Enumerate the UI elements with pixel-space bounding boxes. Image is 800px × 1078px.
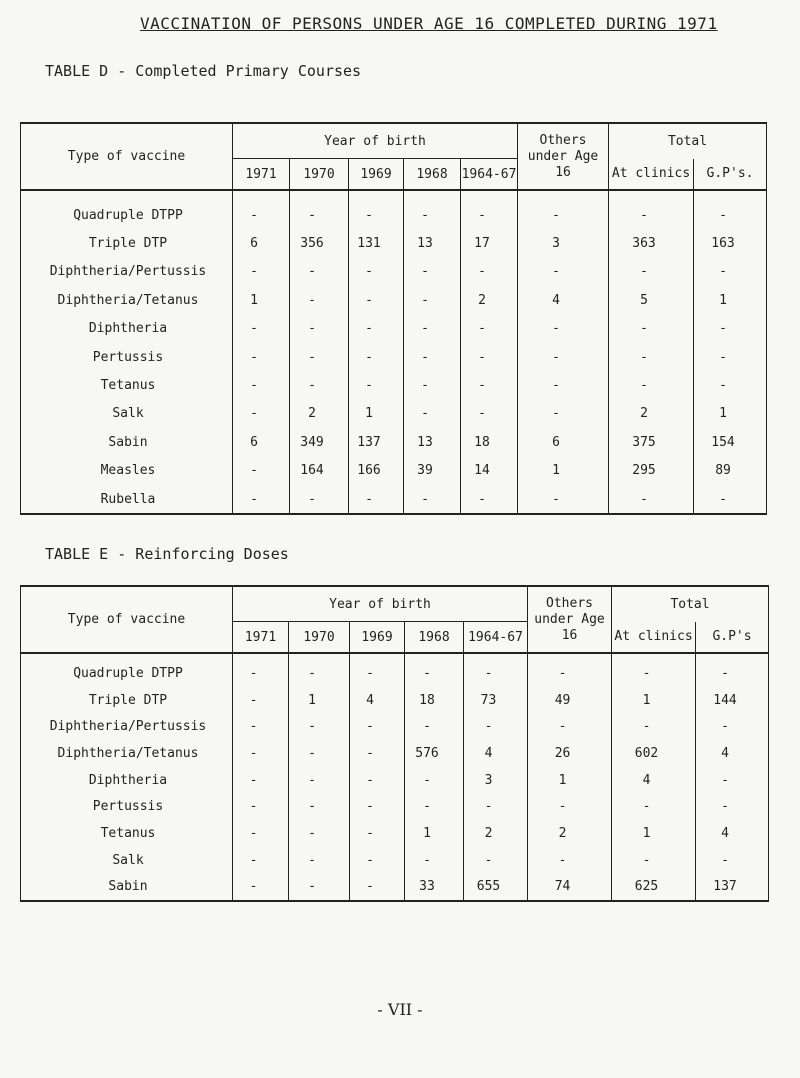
table-cell: - [609, 485, 694, 514]
vaccine-name: Diphtheria [88, 772, 168, 788]
table-row [21, 428, 767, 456]
header-year: 1968 [405, 622, 464, 654]
header-year: 1971 [233, 622, 289, 654]
table-cell: - [461, 315, 518, 343]
table-cell: - [464, 793, 528, 820]
header-at-clinics: At clinics [609, 159, 694, 191]
table-cell: 375 [609, 428, 694, 456]
header-total: Total [612, 586, 769, 622]
table-cell: - [461, 485, 518, 514]
table-cell: - [612, 793, 696, 820]
table-cell: 18 [461, 428, 518, 456]
table-cell: 73 [464, 687, 528, 714]
table-cell: 2 [528, 820, 612, 847]
table-cell: - [405, 847, 464, 874]
table-cell: - [289, 793, 350, 820]
table-cell: 3 [518, 229, 609, 257]
table-cell: - [528, 847, 612, 874]
table-row [21, 258, 767, 286]
table-cell: 39 [404, 457, 461, 485]
table-cell: 6 [518, 428, 609, 456]
table-cell: - [528, 793, 612, 820]
table-cell: - [609, 258, 694, 286]
table-cell: - [609, 371, 694, 399]
table-e [20, 585, 769, 902]
table-cell: - [349, 286, 404, 314]
table-cell: 6 [233, 428, 290, 456]
table-cell: 26 [528, 740, 612, 767]
table-cell: 18 [405, 687, 464, 714]
table-cell: 2 [464, 820, 528, 847]
table-cell: - [233, 485, 290, 514]
vaccine-name: Salk [112, 406, 144, 422]
table-cell: - [464, 847, 528, 874]
table-cell: - [404, 371, 461, 399]
table-cell: - [461, 400, 518, 428]
table-cell: - [350, 874, 405, 902]
vaccine-name: Sabin [108, 879, 148, 895]
table-cell: - [350, 653, 405, 687]
table-cell: - [694, 315, 767, 343]
table-cell: - [350, 713, 405, 740]
table-cell: - [290, 485, 349, 514]
table-cell: 164 [290, 457, 349, 485]
vaccine-name: Diphtheria [88, 321, 168, 337]
table-cell: 1 [289, 687, 350, 714]
header-year: 1969 [349, 159, 404, 191]
table-cell: - [233, 847, 289, 874]
header-year-of-birth: Year of birth [233, 586, 528, 622]
table-cell: - [233, 740, 289, 767]
table-cell: - [290, 343, 349, 371]
table-row [21, 485, 767, 514]
table-cell: 3 [464, 767, 528, 794]
table-cell: - [696, 713, 769, 740]
table-cell: - [404, 190, 461, 229]
header-gps: G.P's [696, 622, 769, 654]
table-cell: - [404, 343, 461, 371]
table-cell: - [349, 485, 404, 514]
header-gps: G.P's. [694, 159, 767, 191]
table-cell: - [461, 258, 518, 286]
table-cell: - [696, 793, 769, 820]
vaccine-name: Pertussis [92, 799, 164, 815]
table-d [20, 122, 767, 515]
table-cell: 2 [609, 400, 694, 428]
table-cell: - [518, 371, 609, 399]
table-row [21, 767, 769, 794]
table-cell: - [404, 286, 461, 314]
table-cell: - [233, 343, 290, 371]
table-cell: - [290, 258, 349, 286]
table-cell: - [518, 190, 609, 229]
table-cell: 89 [694, 457, 767, 485]
table-cell: 49 [528, 687, 612, 714]
table-cell: 13 [404, 229, 461, 257]
table-cell: 625 [612, 874, 696, 902]
table-cell: - [233, 687, 289, 714]
table-cell: 1 [518, 457, 609, 485]
table-cell: - [612, 847, 696, 874]
table-cell: - [461, 343, 518, 371]
table-cell: - [350, 740, 405, 767]
table-cell: - [233, 767, 289, 794]
table-cell: - [612, 713, 696, 740]
table-cell: - [518, 485, 609, 514]
vaccine-name: Pertussis [92, 349, 164, 365]
table-cell: 154 [694, 428, 767, 456]
table-cell: - [694, 485, 767, 514]
table-cell: - [290, 315, 349, 343]
table-cell: - [233, 190, 290, 229]
table-cell: 363 [609, 229, 694, 257]
vaccine-name: Salk [112, 852, 144, 868]
table-row [21, 847, 769, 874]
vaccine-name: Rubella [100, 491, 156, 507]
header-year: 1970 [290, 159, 349, 191]
table-cell: - [405, 653, 464, 687]
table-cell: - [404, 258, 461, 286]
table-row [21, 687, 769, 714]
table-cell: - [350, 793, 405, 820]
table-cell: 137 [696, 874, 769, 902]
header-at-clinics: At clinics [612, 622, 696, 654]
table-cell: 17 [461, 229, 518, 257]
table-cell: 2 [290, 400, 349, 428]
vaccine-name: Triple DTP [88, 236, 168, 252]
header-others: Others under Age 16 [528, 586, 612, 653]
table-cell: - [233, 874, 289, 902]
table-cell: - [694, 371, 767, 399]
table-row [21, 400, 767, 428]
table-cell: - [528, 713, 612, 740]
table-cell: 4 [518, 286, 609, 314]
table-cell: 137 [349, 428, 404, 456]
table-cell: - [518, 343, 609, 371]
table-cell: 14 [461, 457, 518, 485]
table-cell: 349 [290, 428, 349, 456]
table-cell: - [349, 315, 404, 343]
table-cell: 1 [612, 820, 696, 847]
vaccine-name: Quadruple DTPP [73, 665, 183, 681]
vaccine-name: Sabin [108, 434, 148, 450]
table-cell: - [233, 400, 290, 428]
table-cell: - [404, 400, 461, 428]
header-year: 1969 [350, 622, 405, 654]
table-cell: - [289, 767, 350, 794]
table-d-caption: TABLE D - Completed Primary Courses [45, 62, 362, 80]
table-row [21, 371, 767, 399]
table-cell: - [350, 847, 405, 874]
table-cell: 1 [612, 687, 696, 714]
table-row [21, 190, 767, 229]
table-cell: 2 [461, 286, 518, 314]
table-cell: - [464, 713, 528, 740]
table-cell: - [609, 343, 694, 371]
table-cell: - [694, 343, 767, 371]
table-cell: - [461, 190, 518, 229]
table-row [21, 740, 769, 767]
table-cell: - [233, 371, 290, 399]
table-cell: 13 [404, 428, 461, 456]
table-row [21, 315, 767, 343]
page-number: - VII - [377, 1000, 423, 1019]
table-row [21, 653, 769, 687]
table-row [21, 874, 769, 902]
table-cell: 1 [694, 286, 767, 314]
table-cell: - [289, 653, 350, 687]
table-cell: 4 [464, 740, 528, 767]
table-row [21, 713, 769, 740]
table-cell: - [349, 258, 404, 286]
table-cell: - [349, 371, 404, 399]
vaccine-name: Diphtheria/Pertussis [49, 264, 207, 280]
table-cell: 576 [405, 740, 464, 767]
table-cell: - [349, 190, 404, 229]
header-year-of-birth: Year of birth [233, 123, 518, 159]
header-year: 1970 [289, 622, 350, 654]
table-cell: - [518, 400, 609, 428]
table-cell: - [350, 767, 405, 794]
table-cell: - [405, 767, 464, 794]
table-cell: 4 [696, 740, 769, 767]
header-type: Type of vaccine [21, 586, 233, 653]
table-cell: - [290, 190, 349, 229]
table-cell: - [233, 315, 290, 343]
table-cell: - [518, 315, 609, 343]
table-cell: - [694, 190, 767, 229]
table-cell: - [233, 653, 289, 687]
table-cell: - [528, 653, 612, 687]
table-cell: 33 [405, 874, 464, 902]
table-cell: - [289, 820, 350, 847]
table-cell: - [696, 653, 769, 687]
vaccine-name: Triple DTP [88, 692, 168, 708]
vaccine-name: Diphtheria/Pertussis [49, 719, 207, 735]
table-cell: - [404, 315, 461, 343]
table-cell: - [290, 286, 349, 314]
table-cell: 144 [696, 687, 769, 714]
table-cell: 163 [694, 229, 767, 257]
vaccine-name: Diphtheria/Tetanus [57, 292, 199, 308]
table-cell: - [233, 258, 290, 286]
table-cell: 1 [233, 286, 290, 314]
table-row [21, 343, 767, 371]
table-row [21, 820, 769, 847]
table-cell: - [404, 485, 461, 514]
table-cell: - [290, 371, 349, 399]
table-cell: - [349, 343, 404, 371]
header-year: 1968 [404, 159, 461, 191]
table-cell: 1 [528, 767, 612, 794]
header-year: 1971 [233, 159, 290, 191]
vaccine-name: Tetanus [100, 378, 156, 394]
table-cell: 1 [349, 400, 404, 428]
table-cell: 602 [612, 740, 696, 767]
table-cell: - [609, 315, 694, 343]
table-cell: 4 [696, 820, 769, 847]
table-cell: 131 [349, 229, 404, 257]
table-cell: - [233, 820, 289, 847]
table-cell: - [696, 847, 769, 874]
header-others: Others under Age 16 [518, 123, 609, 190]
table-row [21, 229, 767, 257]
table-cell: - [289, 847, 350, 874]
table-cell: 74 [528, 874, 612, 902]
table-cell: - [233, 457, 290, 485]
table-cell: - [609, 190, 694, 229]
table-cell: 356 [290, 229, 349, 257]
table-cell: 5 [609, 286, 694, 314]
table-cell: 295 [609, 457, 694, 485]
table-cell: - [289, 874, 350, 902]
table-cell: - [350, 820, 405, 847]
table-cell: - [612, 653, 696, 687]
table-cell: - [289, 713, 350, 740]
table-cell: - [289, 740, 350, 767]
vaccine-name: Measles [100, 463, 156, 479]
vaccine-name: Diphtheria/Tetanus [57, 745, 199, 761]
table-cell: - [405, 713, 464, 740]
table-cell: 655 [464, 874, 528, 902]
table-cell: - [233, 793, 289, 820]
header-total: Total [609, 123, 767, 159]
table-cell: - [233, 713, 289, 740]
table-cell: - [461, 371, 518, 399]
table-cell: - [405, 793, 464, 820]
header-type: Type of vaccine [21, 123, 233, 190]
page-title: VACCINATION OF PERSONS UNDER AGE 16 COMPLETED DURING 1971 [140, 14, 718, 33]
table-cell: 166 [349, 457, 404, 485]
vaccine-name: Tetanus [100, 825, 156, 841]
table-cell: 1 [694, 400, 767, 428]
table-cell: - [518, 258, 609, 286]
table-e-caption: TABLE E - Reinforcing Doses [45, 545, 289, 563]
header-year: 1964-67 [464, 622, 528, 654]
table-cell: - [694, 258, 767, 286]
table-cell: 1 [405, 820, 464, 847]
table-row [21, 793, 769, 820]
table-cell: 4 [350, 687, 405, 714]
table-cell: 4 [612, 767, 696, 794]
vaccine-name: Quadruple DTPP [73, 207, 183, 223]
table-row [21, 457, 767, 485]
table-cell: - [696, 767, 769, 794]
table-cell: 6 [233, 229, 290, 257]
table-row [21, 286, 767, 314]
header-year: 1964-67 [461, 159, 518, 191]
table-cell: - [464, 653, 528, 687]
